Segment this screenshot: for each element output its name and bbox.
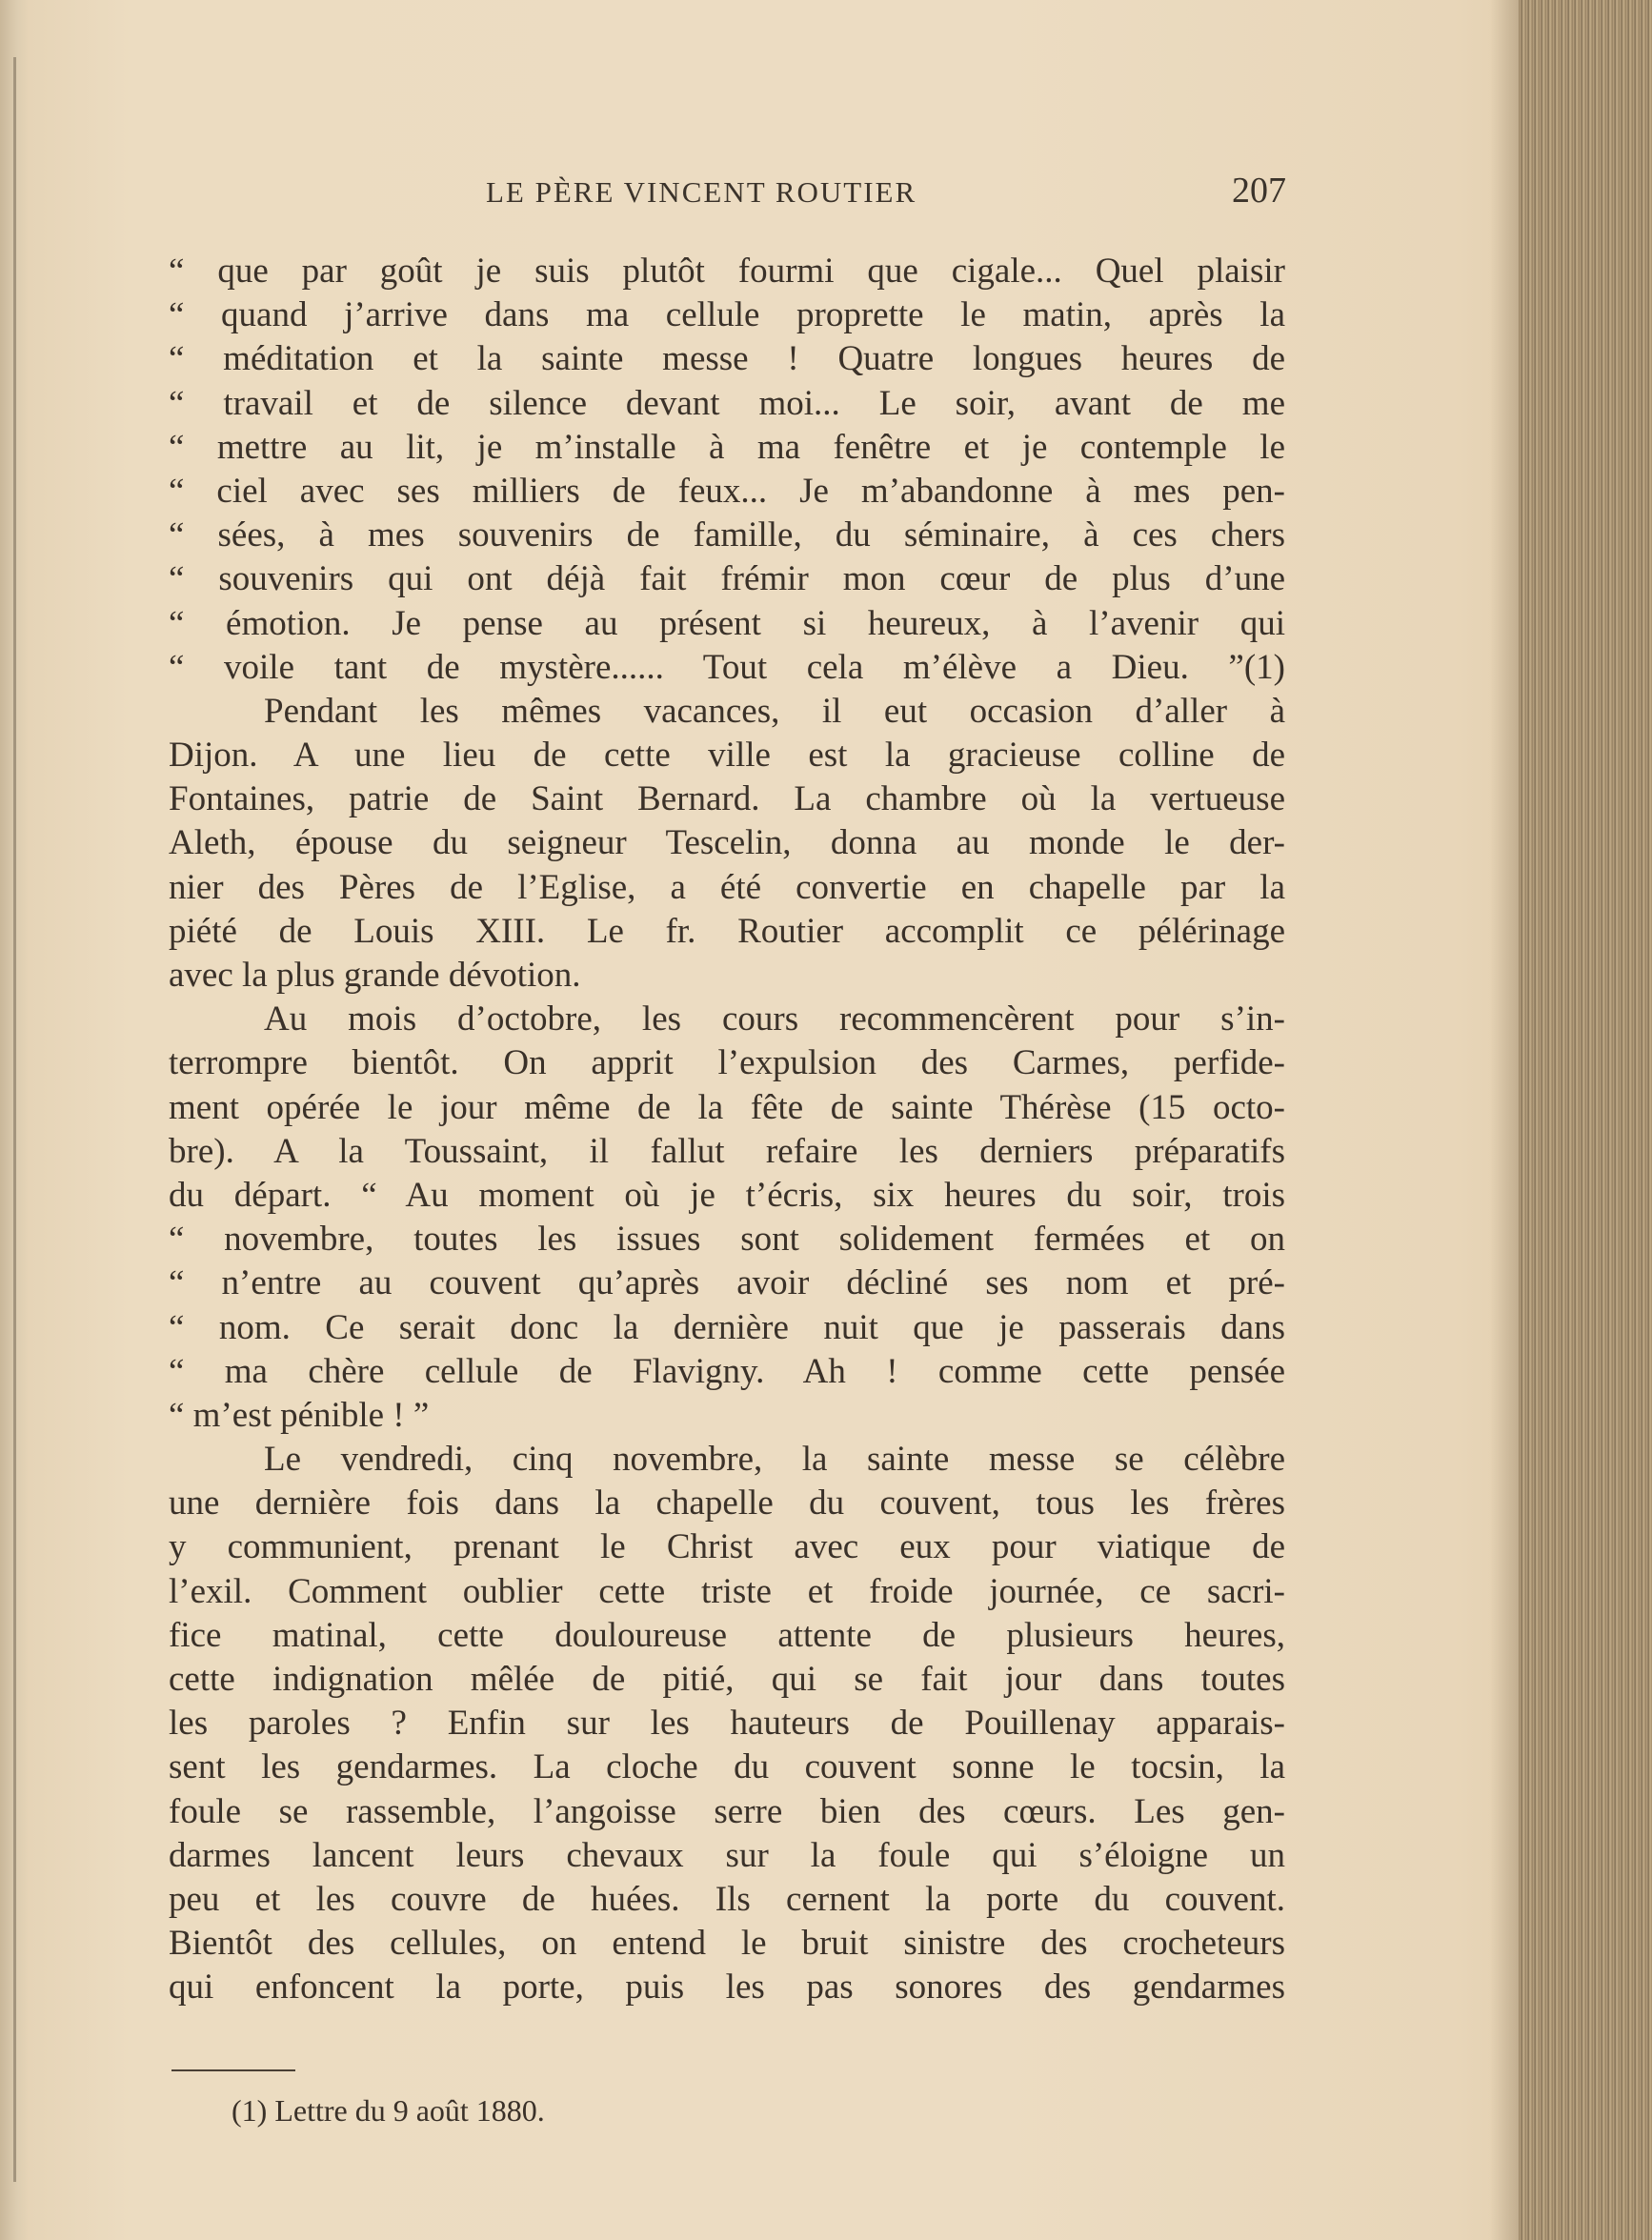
text-line: piété de Louis XIII. Le fr. Routier accomplit ce pélérinage bbox=[169, 911, 1285, 951]
footnote: (1) Lettre du 9 août 1880. bbox=[232, 2093, 545, 2128]
text-line: “ novembre, toutes les issues sont solidement fermées et on bbox=[169, 1220, 1285, 1260]
text-line: cette indignation mêlée de pitié, qui se fait jour dans toutes bbox=[169, 1660, 1285, 1699]
text-line: darmes lancent leurs chevaux sur la foule qui s’éloigne un bbox=[169, 1835, 1285, 1875]
text-line: une dernière fois dans la chapelle du couvent, tous les frères bbox=[169, 1483, 1285, 1524]
paragraph-start-line: Le vendredi, cinq novembre, la sainte messe se célèbre bbox=[264, 1440, 1285, 1480]
text-line: les paroles ? Enfin sur les hauteurs de Pouillenay apparais- bbox=[169, 1704, 1285, 1744]
text-line: “ n’entre au couvent qu’après avoir décliné ses nom et pré- bbox=[169, 1263, 1285, 1303]
text-line: “ que par goût je suis plutôt fourmi que cigale... Quel plaisir bbox=[169, 252, 1285, 291]
paragraph-start-line: Au mois d’octobre, les cours recommencèrent pour s’in- bbox=[264, 999, 1285, 1039]
text-line: Fontaines, patrie de Saint Bernard. La chambre où la vertueuse bbox=[169, 779, 1285, 819]
text-line: fice matinal, cette douloureuse attente de plusieurs heures, bbox=[169, 1615, 1285, 1655]
text-line: “ ciel avec ses milliers de feux... Je m’abandonne à mes pen- bbox=[169, 471, 1285, 511]
text-line: “ travail et de silence devant moi... Le soir, avant de me bbox=[169, 383, 1285, 423]
text-line: “ nom. Ce serait donc la dernière nuit que je passerais dans bbox=[169, 1307, 1285, 1347]
text-line: peu et les couvre de huées. Ils cernent la porte du couvent. bbox=[169, 1879, 1285, 1919]
page-header bbox=[171, 170, 1286, 217]
text-line: ment opérée le jour même de la fête de sainte Thérèse (15 octo- bbox=[169, 1087, 1285, 1127]
text-line: nier des Pères de l’Eglise, a été convertie en chapelle par la bbox=[169, 867, 1285, 907]
text-line: Bientôt des cellules, on entend le bruit sinistre des crocheteurs bbox=[169, 1924, 1285, 1964]
text-line: “ mettre au lit, je m’installe à ma fenêtre et je contemple le bbox=[169, 427, 1285, 467]
paragraph-end-line: avec la plus grande dévotion. bbox=[169, 956, 581, 995]
text-line: “ souvenirs qui ont déjà fait frémir mon cœur de plus d’une bbox=[169, 559, 1285, 599]
text-line: l’exil. Comment oublier cette triste et froide journée, ce sacri- bbox=[169, 1571, 1285, 1611]
text-line: “ méditation et la sainte messe ! Quatre longues heures de bbox=[169, 339, 1285, 379]
paragraph-start-line: Pendant les mêmes vacances, il eut occasion d’aller à bbox=[264, 691, 1285, 731]
text-line: bre). A la Toussaint, il fallut refaire les derniers préparatifs bbox=[169, 1131, 1285, 1171]
page-number: 207 bbox=[1232, 171, 1286, 211]
page-left-edge-line bbox=[13, 57, 16, 2182]
text-line: “ voile tant de mystère...... Tout cela m’élève a Dieu. ”(1) bbox=[169, 647, 1285, 687]
paragraph-end-line: “ m’est pénible ! ” bbox=[169, 1395, 430, 1435]
text-line: terrompre bientôt. On apprit l’expulsion des Carmes, perfide- bbox=[169, 1043, 1285, 1083]
text-line: foule se rassemble, l’angoisse serre bien des cœurs. Les gen- bbox=[169, 1791, 1285, 1831]
body-text bbox=[169, 250, 1285, 2010]
text-line: “ ma chère cellule de Flavigny. Ah ! comme cette pensée bbox=[169, 1351, 1285, 1391]
text-line: Aleth, épouse du seigneur Tescelin, donna au monde le der- bbox=[169, 823, 1285, 863]
text-line: du départ. “ Au moment où je t’écris, six heures du soir, trois bbox=[169, 1175, 1285, 1215]
text-line: sent les gendarmes. La cloche du couvent sonne le tocsin, la bbox=[169, 1747, 1285, 1787]
text-line: y communient, prenant le Christ avec eux pour viatique de bbox=[169, 1527, 1285, 1567]
text-line: “ sées, à mes souvenirs de famille, du séminaire, à ces chers bbox=[169, 515, 1285, 555]
text-line: qui enfoncent la porte, puis les pas sonores des gendarmes bbox=[169, 1968, 1285, 2008]
text-line: Dijon. A une lieu de cette ville est la gracieuse colline de bbox=[169, 736, 1285, 776]
running-head: LE PÈRE VINCENT ROUTIER bbox=[486, 175, 917, 209]
text-line: “ quand j’arrive dans ma cellule proprette le matin, après la bbox=[169, 295, 1285, 335]
book-page-edges bbox=[1519, 0, 1652, 2240]
footnote-rule bbox=[171, 2069, 295, 2071]
text-line: “ émotion. Je pense au présent si heureux, à l’avenir qui bbox=[169, 603, 1285, 643]
